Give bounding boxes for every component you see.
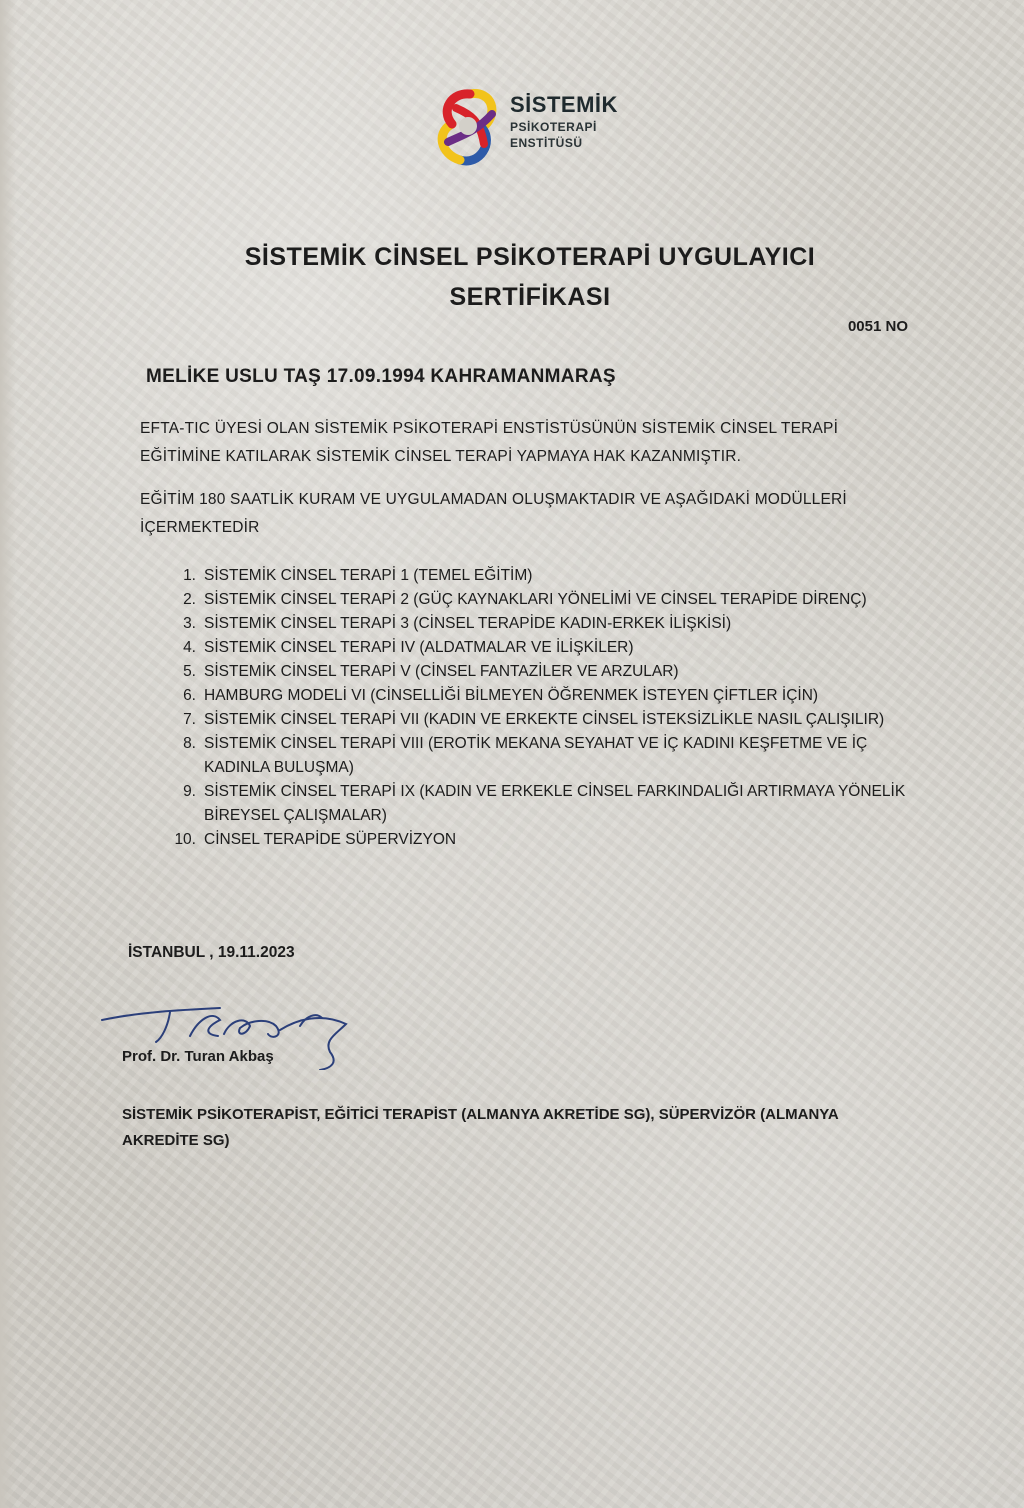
module-item [160,588,920,612]
module-item [160,636,920,660]
module-item [160,660,920,684]
module-number: 2. [183,591,196,608]
logo-knot-icon [430,84,510,176]
certificate-number: 0051 NO [847,318,908,335]
module-item [160,684,920,708]
module-text: SİSTEMİK CİNSEL TERAPİ 2 (GÜÇ KAYNAKLARI YÖNELİMİ VE CİNSEL TERAPİDE DİRENÇ) [204,591,867,608]
recipient-line: MELİKE USLU TAŞ 17.09.1994 KAHRAMANMARAŞ [146,366,616,387]
module-text: CİNSEL TERAPİDE SÜPERVİZYON [204,831,457,848]
signer-name: Prof. Dr. Turan Akbaş [122,1048,274,1065]
module-item [160,564,920,588]
certificate-title-line1: SİSTEMİK CİNSEL PSİKOTERAPİ UYGULAYICI [244,243,816,271]
certificate-title-line2: SERTİFİKASI [449,283,611,311]
module-number: 3. [183,615,196,632]
module-text: SİSTEMİK CİNSEL TERAPİ IV (ALDATMALAR VE İLİŞKİLER) [204,639,634,656]
module-number: 10. [174,831,196,848]
module-item [160,780,920,828]
module-text: HAMBURG MODELİ VI (CİNSELLİĞİ BİLMEYEN ÖĞRENMEK İSTEYEN ÇİFTLER İÇİN) [204,687,819,704]
institute-logo [430,84,630,176]
module-text: SİSTEMİK CİNSEL TERAPİ VII (KADIN VE ERKEKTE CİNSEL İSTEKSİZLİKLE NASIL ÇALIŞILIR) [204,711,885,728]
module-item [160,828,920,852]
module-item [160,732,920,780]
module-number: 9. [183,783,196,800]
module-text: SİSTEMİK CİNSEL TERAPİ IX (KADIN VE ERKEKLE CİNSEL FARKINDALIĞI ARTIRMAYA YÖNELİK BİREYSEL ÇALIŞMALAR) [204,783,906,824]
signer-credentials: SİSTEMİK PSİKOTERAPİST, EĞİTİCİ TERAPİST (ALMANYA AKRETİDE SG), SÜPERVİZÖR (ALMANYA AKREDİTE SG) [122,1106,839,1149]
module-number: 7. [183,711,196,728]
module-item [160,708,920,732]
module-text: SİSTEMİK CİNSEL TERAPİ V (CİNSEL FANTAZİLER VE ARZULAR) [204,663,679,680]
curriculum-intro: EĞİTİM 180 SAATLİK KURAM VE UYGULAMADAN OLUŞMAKTADIR VE AŞAĞIDAKİ MODÜLLERİ İÇERMEKTEDİR [140,491,847,536]
module-item [160,612,920,636]
module-number: 4. [183,639,196,656]
logo-subtitle-1: PSİKOTERAPİ [510,120,597,134]
module-list [160,564,920,852]
logo-title: SİSTEMİK [510,92,618,117]
module-number: 5. [183,663,196,680]
module-text: SİSTEMİK CİNSEL TERAPİ 3 (CİNSEL TERAPİDE KADIN-ERKEK İLİŞKİSİ) [204,615,732,632]
place-and-date: İSTANBUL , 19.11.2023 [128,944,295,961]
module-number: 6. [183,687,196,704]
module-text: SİSTEMİK CİNSEL TERAPİ VIII (EROTİK MEKANA SEYAHAT VE İÇ KADINI KEŞFETME VE İÇ KADINLA BULUŞMA) [204,735,868,776]
logo-subtitle-2: ENSTİTÜSÜ [510,136,583,150]
qualification-paragraph: EFTA-TIC ÜYESİ OLAN SİSTEMİK PSİKOTERAPİ ENSTİSTÜSÜNÜN SİSTEMİK CİNSEL TERAPİ EĞİTİMİNE KATILARAK SİSTEMİK CİNSEL TERAPİ YAPMAYA HAK KAZANMIŞTIR. [140,420,839,465]
module-number: 8. [183,735,196,752]
paper-edge [0,0,16,1508]
module-number: 1. [183,567,196,584]
module-text: SİSTEMİK CİNSEL TERAPİ 1 (TEMEL EĞİTİM) [204,567,533,584]
